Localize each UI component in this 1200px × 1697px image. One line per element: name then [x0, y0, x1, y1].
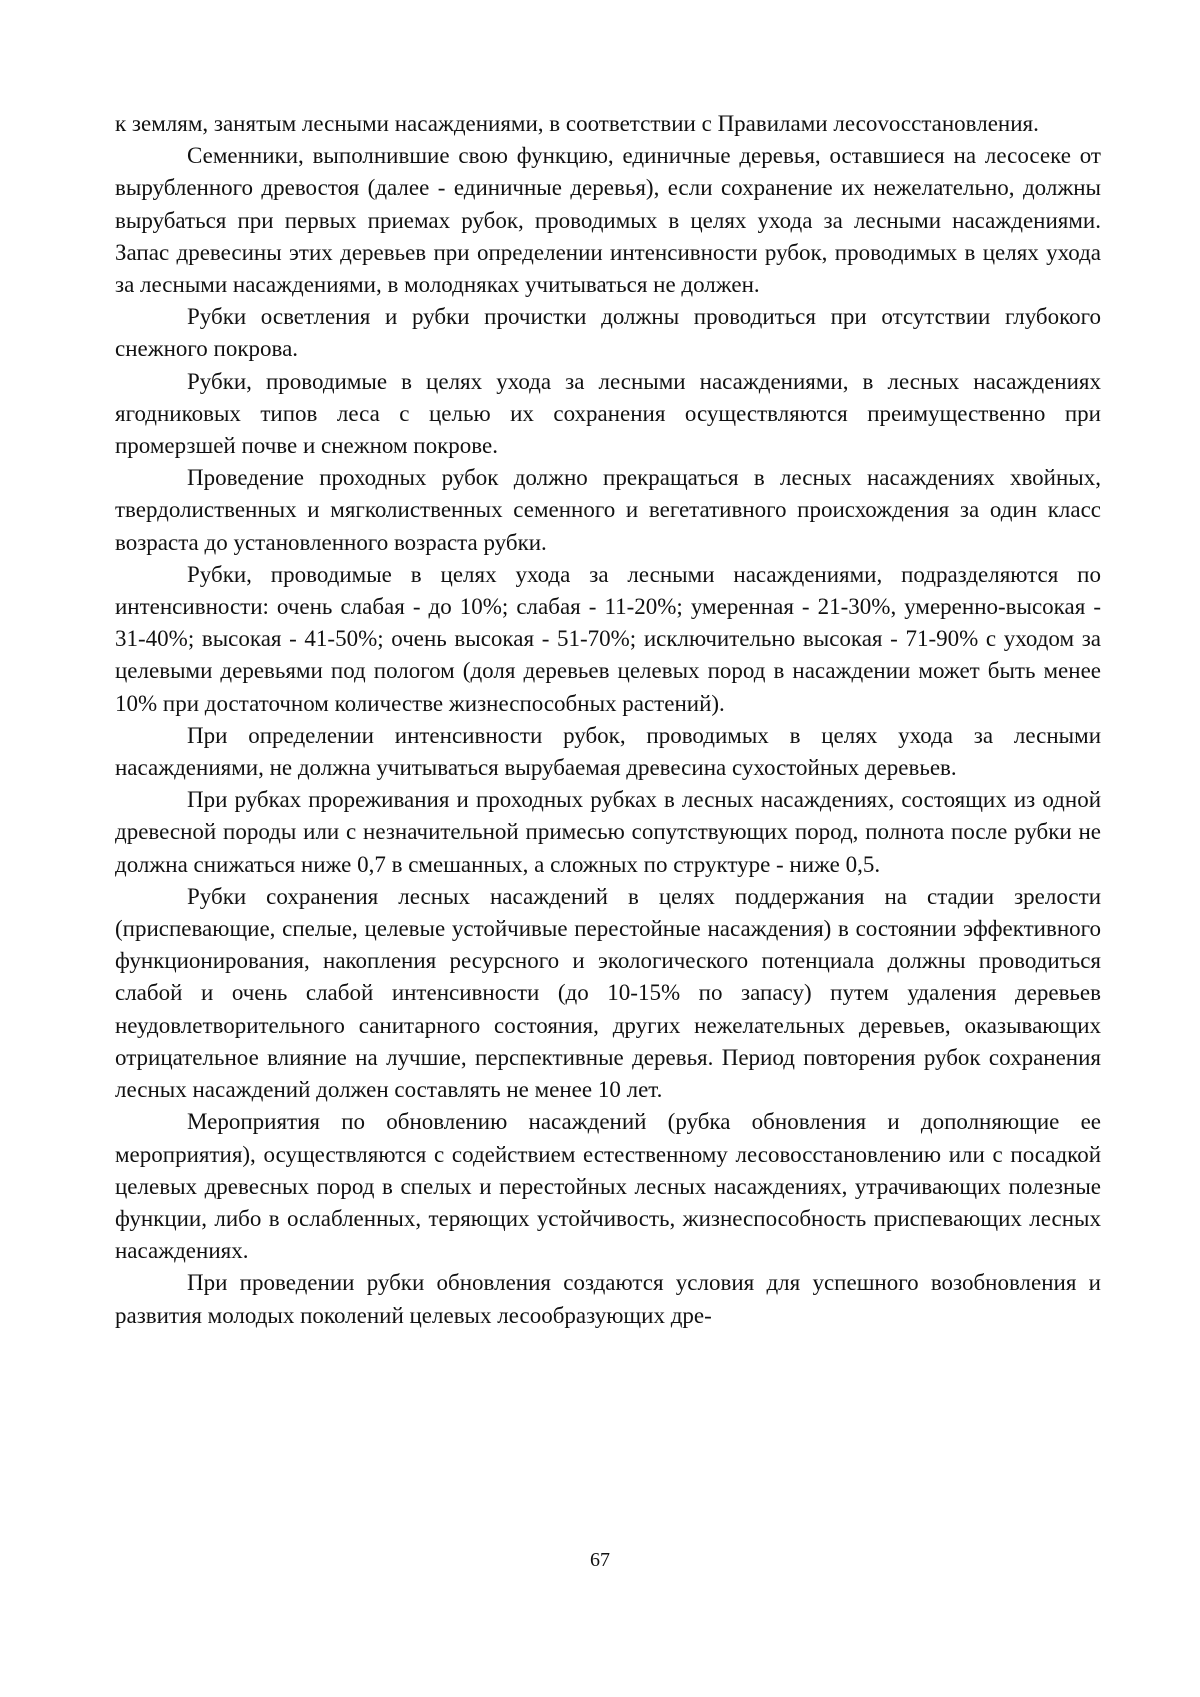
paragraph-dead-wood: При определении интенсивности рубок, проводимых в целях ухода за лесными насаждениями, не должна учитываться вырубаемая древесина сухостойных деревьев.: [115, 722, 1101, 781]
paragraph-continuation: к землям, занятым лесными насаждениями, в соответствии с Правилами лесоvосстановления.: [115, 111, 1039, 136]
paragraph-renewal-measures: Мероприятия по обновлению насаждений (рубка обновления и дополняющие ее мероприятия), осуществляются с содействием естественному лесовосстановлению или с посадкой целевых древесных пород в спелых и перестойных лесных насаждениях, утрачивающих полезные функции, либо в ослабленных, теряющих устойчивость, жизнеспособность приспевающих лесных насаждениях.: [115, 1109, 1101, 1264]
page-number: 67: [590, 1549, 610, 1571]
paragraph-conservation-cuts: Рубки сохранения лесных насаждений в целях поддержания на стадии зрелости (приспевающие, спелые, целевые устойчивые перестойные насаждения) в состоянии эффективного функционирования, накопления ресурсного и экологического потенциала должны проводиться слабой и очень слабой интенсивности (до 10-15% по запасу) путем удаления деревьев неудовлетворительного санитарного состояния, других нежелательных деревьев, оказывающих отрицательное влияние на лучшие, перспективные деревья. Период повторения рубок сохранения лесных насаждений должен составлять не менее 10 лет.: [115, 883, 1101, 1103]
paragraph-renewal-conditions: При проведении рубки обновления создаются условия для успешного возобновления и развития молодых поколений целевых лесообразующих дре-: [115, 1270, 1101, 1328]
paragraph-berry-forests: Рубки, проводимые в целях ухода за лесными насаждениями, в лесных насаждениях ягодниковых типов леса с целью их сохранения осуществляются преимущественно при промерзшей почве и снежном покрове.: [115, 368, 1101, 459]
paragraph-clearing-cuts: Рубки осветления и рубки прочистки должны проводиться при отсутствии глубокого снежного покрова.: [115, 304, 1101, 362]
paragraph-intensity-classes: Рубки, проводимые в целях ухода за лесными насаждениями, подразделяются по интенсивности: очень слабая - до 10%; слабая - 11-20%; умеренная - 21-30%, умеренно-высокая - 31-40%; высокая - 41-50%; очень высокая - 51-70%; исключительно высокая - 71-90% с уходом за целевыми деревьями под пологом (доля деревьев целевых пород в насаждении может быть менее 10% при достаточном количестве жизнеспособных растений).: [115, 561, 1101, 716]
page-body: [115, 108, 1101, 1332]
paragraph-thinning-density: При рубках прореживания и проходных рубках в лесных насаждениях, состоящих из одной древесной породы или с незначительной примесью сопутствующих пород, полнота после рубки не должна снижаться ниже 0,7 в смешанных, а сложных по структуре - ниже 0,5.: [115, 787, 1101, 877]
paragraph-passing-cuts: Проведение проходных рубок должно прекращаться в лесных насаждениях хвойных, твердолиственных и мягколиственных семенного и вегетативного происхождения за один класс возраста до установленного возраста рубки.: [115, 465, 1101, 555]
paragraph-seed-trees: Семенники, выполнившие свою функцию, единичные деревья, оставшиеся на лесосеке от вырубленного древостоя (далее - единичные деревья), если сохранение их нежелательно, должны вырубаться при первых приемах рубок, проводимых в целях ухода за лесными насаждениями. Запас древесины этих деревьев при определении интенсивности рубок, проводимых в целях ухода за лесными насаждениями, в молодняках учитываться не должен.: [115, 143, 1101, 298]
